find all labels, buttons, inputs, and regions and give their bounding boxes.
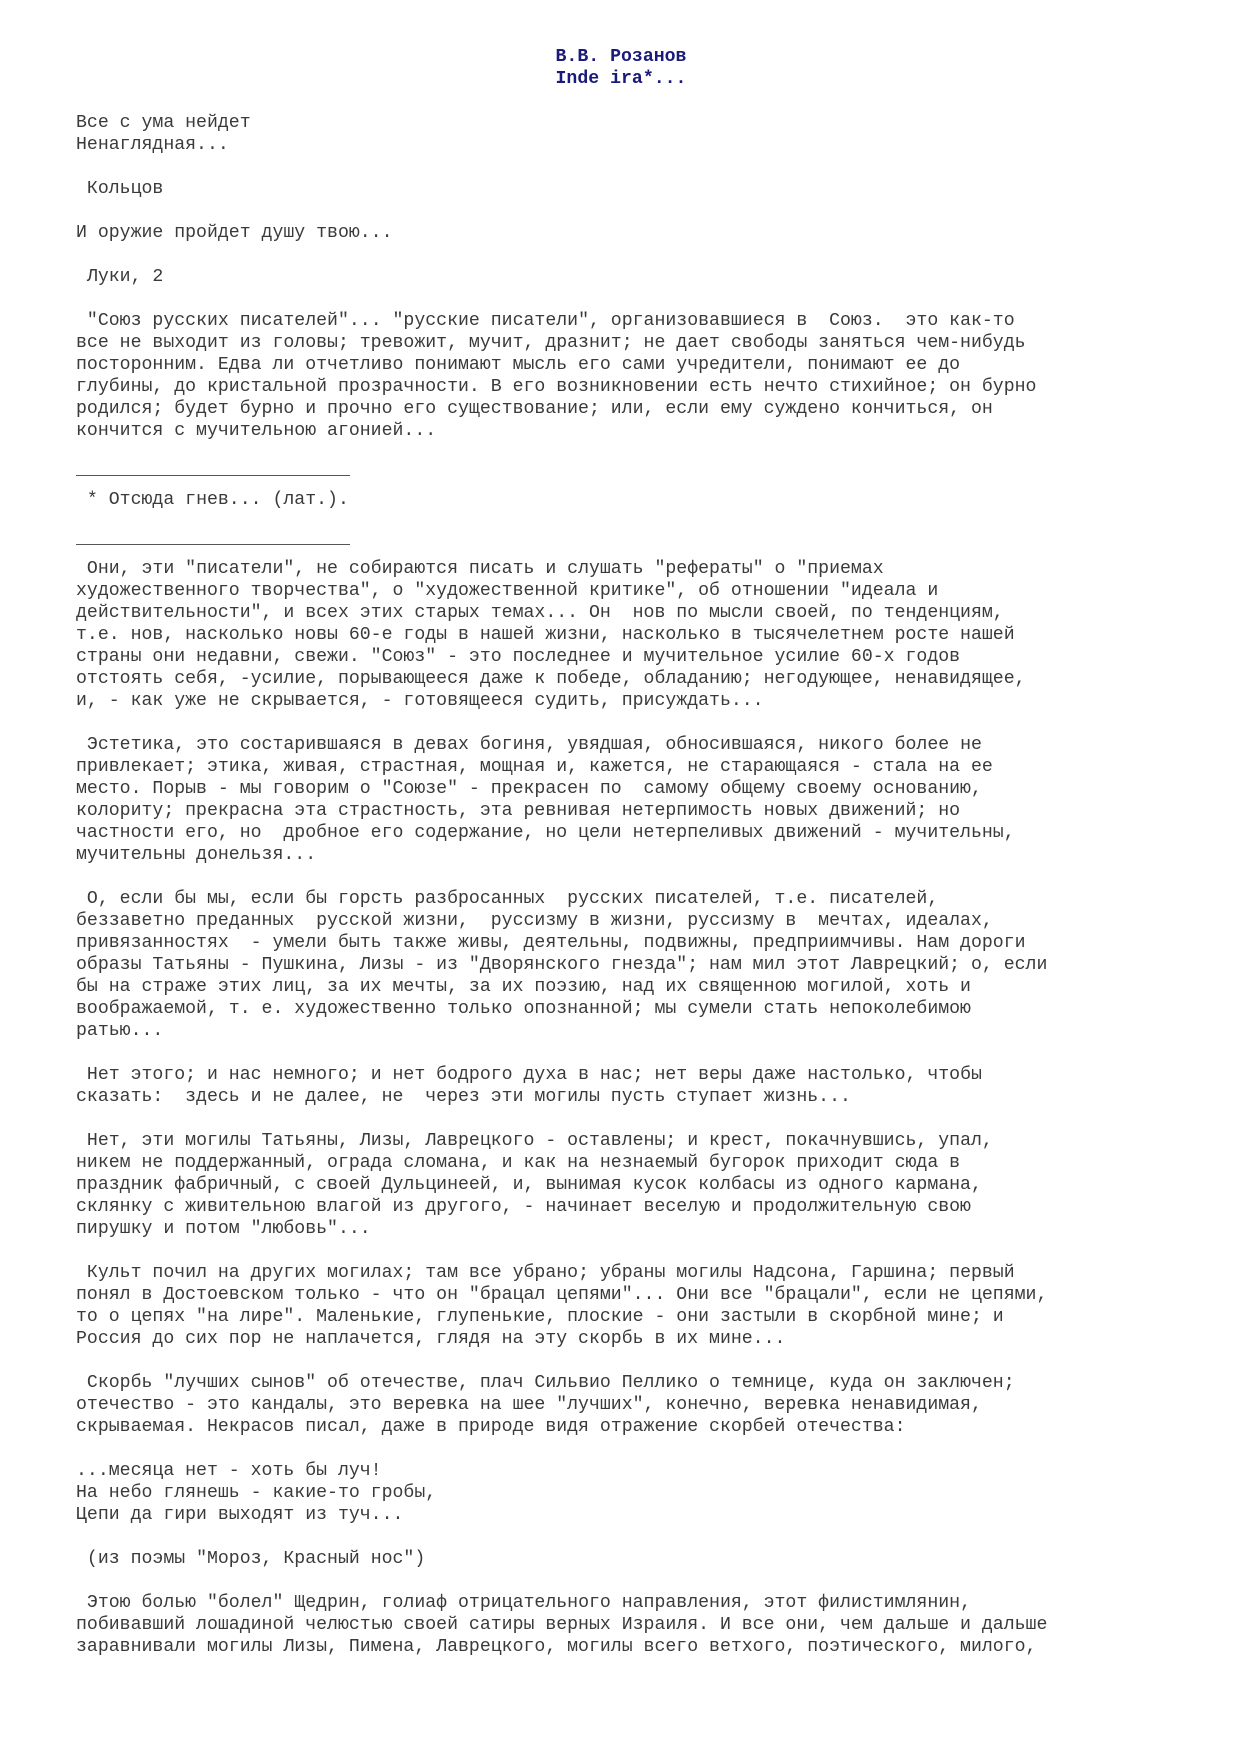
epigraph-source: Луки, 2	[76, 267, 164, 287]
final-paragraph: Этою болью "болел" Щедрин, голиаф отрицательного направления, этот филистимлянин, побивавший лошадиной челюстью своей сатиры верных Израиля. И все они, чем дальше и дальше заравнивали могилы Лизы, Пимена, Лаврецкого, могилы всего ветхого, поэтического, милого,	[76, 1593, 1048, 1657]
document-title: Inde ira*...	[555, 69, 687, 89]
poem-quote: ...месяца нет - хоть бы луч! На небо глянешь - какие-то гробы, Цепи да гири выходят из туч...	[76, 1461, 437, 1525]
body-paragraph: Нет этого; и нас немного; и нет бодрого духа в нас; нет веры даже настолько, чтобы сказать: здесь и не далее, не через эти могилы пусть ступает жизнь...	[76, 1065, 982, 1107]
epigraph-text: Все с ума нейдет Ненаглядная...	[76, 113, 251, 155]
document-header	[0, 46, 1242, 90]
document-page	[76, 46, 1186, 1658]
body-paragraph: Культ почил на других могилах; там все убрано; убраны могилы Надсона, Гаршина; первый понял в Достоевском только - что он "брацал цепями"... Они все "брацали", если не цепями, то о цепях "на лире". Маленькие, глупенькие, плоские - они застыли в скорбной мине; и Россия до сих пор не наплачется, глядя на эту скорбь в их мине...	[76, 1263, 1048, 1349]
epigraph-source: Кольцов	[76, 179, 164, 199]
body-paragraph: Эстетика, это состарившаяся в девах богиня, увядшая, обносившаяся, никого более не привлекает; этика, живая, страстная, мощная и, кажется, не старающаяся - стала на ее место. Порыв - мы говорим о "Союзе" - прекрасен по самому общему своему основанию, колориту; прекрасна эта страстность, эта ревнивая нетерпимость новых движений; но частности его, но дробное его содержание, но цели нетерпеливых движений - мучительны, мучительны донельзя...	[76, 735, 1015, 865]
body-paragraph: Они, эти "писатели", не собираются писать и слушать "рефераты" о "приемах художественного творчества", о "художественной критике", об отношении "идеала и действительности", и всех этих старых темах... Он нов по мысли своей, по тенденциям, т.е. нов, насколько новы 60-е годы в нашей жизни, насколько в тысячелетнем росте нашей страны они недавни, свежи. "Союз" - это последнее и мучительное усилие 60-х годов отстоять себя, -усилие, порывающееся даже к победе, обладанию; негодующее, ненавидящее, и, - как уже не скрывается, - готовящееся судить, присуждать...	[76, 559, 1026, 711]
author-name: В.В. Розанов	[555, 47, 687, 67]
intro-paragraph: "Союз русских писателей"... "русские писатели", организовавшиеся в Союз. это как-то все не выходит из головы; тревожит, мучит, дразнит; не дает свободы заняться чем-нибудь посторонним. Едва ли отчетливо понимают мысль его сами учредители, понимают ее до глубины, до кристальной прозрачности. В его возникновении есть нечто стихийное; он бурно родился; будет бурно и прочно его существование; или, если ему суждено кончиться, он кончится с мучительною агонией...	[76, 311, 1037, 441]
poem-source: (из поэмы "Мороз, Красный нос")	[76, 1549, 426, 1569]
footnote: * Отсюда гнев... (лат.).	[76, 490, 349, 510]
body-paragraph: Нет, эти могилы Татьяны, Лизы, Лаврецкого - оставлены; и крест, покачнувшись, упал, никем не поддержанный, ограда сломана, и как на незнаемый бугорок приходит сюда в праздник фабричный, с своей Дульцинеей, и, вынимая кусок колбасы из одного кармана, склянку с живительною влагой из другого, - начинает веселую и продолжительную свою пирушку и потом "любовь"...	[76, 1131, 993, 1239]
body-paragraph: Скорбь "лучших сынов" об отечестве, плач Сильвио Пеллико о темнице, куда он заключен; отечество - это кандалы, это веревка на шее "лучших", конечно, веревка ненавидимая, скрываемая. Некрасов писал, даже в природе видя отражение скорбей отечества:	[76, 1373, 1015, 1437]
epigraph-text: И оружие пройдет душу твою...	[76, 223, 393, 243]
body-paragraph: О, если бы мы, если бы горсть разбросанных русских писателей, т.е. писателей, беззаветно преданных русской жизни, руссизму в жизни, руссизму в мечтах, идеалах, привязанностях - умели быть также живы, деятельны, подвижны, предприимчивы. Нам дороги образы Татьяны - Пушкина, Лизы - из "Дворянского гнезда"; нам мил этот Лаврецкий; о, если бы на страже этих лиц, за их мечты, за их поэзию, над их священною могилой, хоть и воображаемой, т. е. художественно только опознанной; мы сумели стать непоколебимою ратью...	[76, 889, 1048, 1041]
